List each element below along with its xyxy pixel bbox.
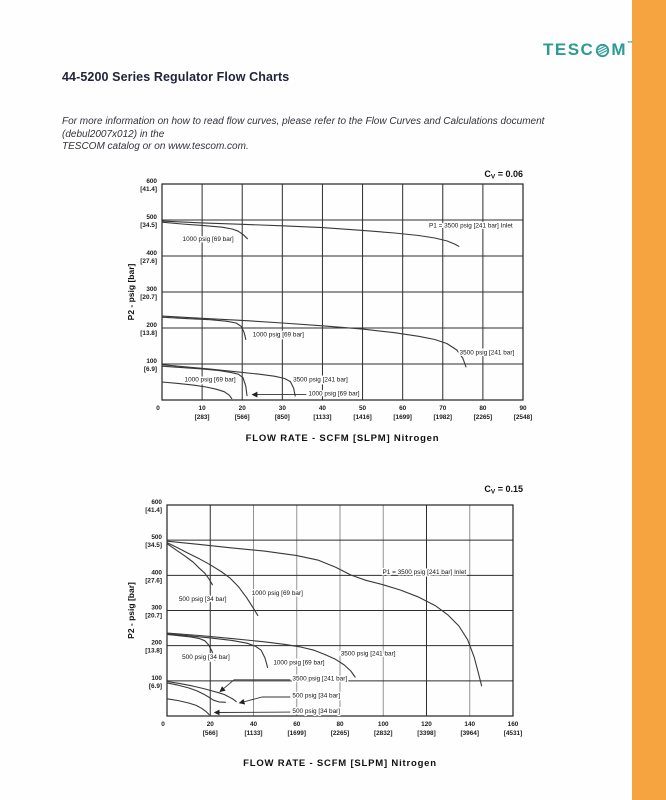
x-tick-label: 0 <box>156 405 160 412</box>
x-tick-sublabel: [2265] <box>330 730 350 737</box>
x-tick-label: 120 <box>421 721 432 728</box>
y-tick-label: 600 <box>151 499 162 506</box>
x-tick-sublabel: [2548] <box>513 414 533 421</box>
chart-svg <box>98 158 560 460</box>
x-tick-sublabel: [850] <box>274 414 290 421</box>
y-tick-sublabel: [41.4] <box>145 507 162 514</box>
x-tick-label: 70 <box>439 405 447 412</box>
y-tick-sublabel: [34.5] <box>145 542 162 550</box>
y-tick-label: 500 <box>151 534 162 542</box>
series-curves <box>162 221 466 399</box>
x-tick-sublabel: [566] <box>234 414 250 421</box>
x-tick-label: 60 <box>293 721 301 728</box>
curve-label: 3500 psig [241 bar] <box>459 349 515 357</box>
curve-label: 1000 psig [69 bar] <box>184 376 236 384</box>
x-tick-sublabel: [1699] <box>393 414 412 421</box>
x-tick-sublabel: [4531] <box>503 730 523 737</box>
x-tick-label: 80 <box>336 721 344 728</box>
y-tick-label: 100 <box>151 674 162 682</box>
curve-label: 1000 psig [69 bar] <box>273 659 325 667</box>
x-tick-label: 90 <box>519 405 527 412</box>
x-tick-sublabel: [1416] <box>353 414 372 421</box>
logo-text-post: M <box>611 40 628 59</box>
x-tick-label: 80 <box>479 405 487 412</box>
curve-label: 3500 psig [241 bar] <box>293 376 348 384</box>
grid-lines <box>167 505 513 716</box>
cv-title: CV = 0.15 <box>484 484 523 496</box>
x-tick-sublabel: [3398] <box>417 730 436 737</box>
y-tick-label: 100 <box>146 358 157 365</box>
x-tick-label: 0 <box>161 721 165 728</box>
series-curves <box>167 541 482 714</box>
curve-label: 500 psig [34 bar] <box>182 654 230 662</box>
curve-label: 1000 psig [69 bar] <box>252 331 304 339</box>
y-tick-sublabel: [6.9] <box>143 366 157 373</box>
orange-accent-stripe <box>632 0 666 800</box>
axis-ticks <box>140 178 532 421</box>
curve-p1000-set50 <box>162 382 232 399</box>
y-axis-title: P2 - psig [bar] <box>126 582 136 639</box>
x-tick-sublabel: [283] <box>194 414 210 421</box>
leader-lines <box>215 680 291 713</box>
curve-label: P1 = 3500 psig [241 bar] Inlet <box>382 568 467 576</box>
x-axis-title: FLOW RATE - SCFM [SLPM] Nitrogen <box>245 433 440 444</box>
page-title: 44-5200 Series Regulator Flow Charts <box>62 70 290 84</box>
curve-p500-set500 <box>167 544 212 585</box>
curve-label: 3500 psig [241 bar] <box>340 650 396 658</box>
flow-chart-cv-015 <box>98 473 560 793</box>
y-tick-label: 200 <box>151 639 162 647</box>
y-tick-sublabel: [6.9] <box>148 682 162 690</box>
y-tick-label: 600 <box>146 178 157 185</box>
x-tick-sublabel: [2265] <box>473 414 493 421</box>
y-tick-sublabel: [13.8] <box>145 647 162 655</box>
curve-p1000-set200 <box>167 634 268 668</box>
x-tick-sublabel: [3964] <box>460 730 479 737</box>
y-tick-label: 500 <box>146 214 157 221</box>
x-tick-sublabel: [566] <box>202 730 218 737</box>
logo-text-pre: TESC <box>543 40 595 59</box>
y-tick-label: 400 <box>151 569 162 577</box>
y-tick-sublabel: [20.7] <box>140 294 157 301</box>
y-tick-label: 200 <box>146 322 157 329</box>
intro-note <box>62 116 607 154</box>
curve-label: 500 psig [34 bar] <box>292 692 341 700</box>
y-tick-sublabel: [41.4] <box>140 186 157 193</box>
y-axis-title: P2 - psig [bar] <box>126 263 136 321</box>
curve-label: 500 psig [34 bar] <box>292 707 341 715</box>
x-tick-label: 100 <box>377 721 389 728</box>
curve-label: 1000 psig [69 bar] <box>251 590 303 598</box>
x-tick-sublabel: [1982] <box>433 414 453 421</box>
curve-labels <box>179 569 467 715</box>
x-tick-label: 140 <box>464 721 476 728</box>
axis-ticks <box>145 499 522 737</box>
curve-p3500-set200 <box>162 316 466 367</box>
x-tick-sublabel: [1699] <box>287 730 306 737</box>
curve-label: 1000 psig [69 bar] <box>182 236 234 244</box>
chart-svg <box>98 473 560 788</box>
x-tick-label: 50 <box>359 405 367 412</box>
x-tick-label: 10 <box>198 405 206 412</box>
x-tick-label: 160 <box>507 721 519 728</box>
x-tick-sublabel: [1133] <box>313 414 332 421</box>
globe-icon <box>595 43 610 58</box>
x-axis-title: FLOW RATE - SCFM [SLPM] Nitrogen <box>243 758 437 769</box>
y-tick-label: 400 <box>146 250 157 257</box>
x-tick-label: 60 <box>399 405 407 412</box>
curve-label: 3500 psig [241 bar] <box>292 675 348 683</box>
tescom-logo <box>543 40 633 60</box>
x-tick-label: 30 <box>278 405 286 412</box>
curve-label: P1 = 3500 psig [241 bar] Inlet <box>429 222 513 230</box>
grid-lines <box>162 184 523 400</box>
y-tick-label: 300 <box>146 286 157 293</box>
intro-note-line2: TESCOM catalog or on www.tescom.com. <box>62 141 249 152</box>
curve-p500-set50 <box>167 699 209 715</box>
x-tick-label: 40 <box>249 721 258 728</box>
curve-label: 1000 psig [69 bar] <box>308 390 360 398</box>
label-leader-line <box>239 697 290 703</box>
curve-label: 500 psig [34 bar] <box>178 596 227 604</box>
cv-title: CV = 0.06 <box>484 169 523 181</box>
label-leader-line <box>220 680 290 692</box>
flow-chart-cv-006 <box>98 158 560 465</box>
y-tick-label: 300 <box>151 604 162 612</box>
y-tick-sublabel: [13.8] <box>140 330 157 337</box>
x-tick-sublabel: [2832] <box>374 730 393 737</box>
y-tick-sublabel: [27.6] <box>145 577 162 585</box>
x-tick-label: 20 <box>238 405 246 412</box>
trademark-mark: ™ <box>627 41 634 47</box>
y-tick-sublabel: [20.7] <box>145 612 162 620</box>
y-tick-sublabel: [27.6] <box>140 258 157 265</box>
x-tick-sublabel: [1133] <box>244 730 263 737</box>
x-tick-label: 20 <box>206 721 214 728</box>
y-tick-sublabel: [34.5] <box>140 222 157 229</box>
intro-note-line1: For more information on how to read flow curves, please refer to the Flow Curves and Calculations document (debul2007x012) in the <box>62 116 545 140</box>
x-tick-label: 40 <box>318 405 326 412</box>
